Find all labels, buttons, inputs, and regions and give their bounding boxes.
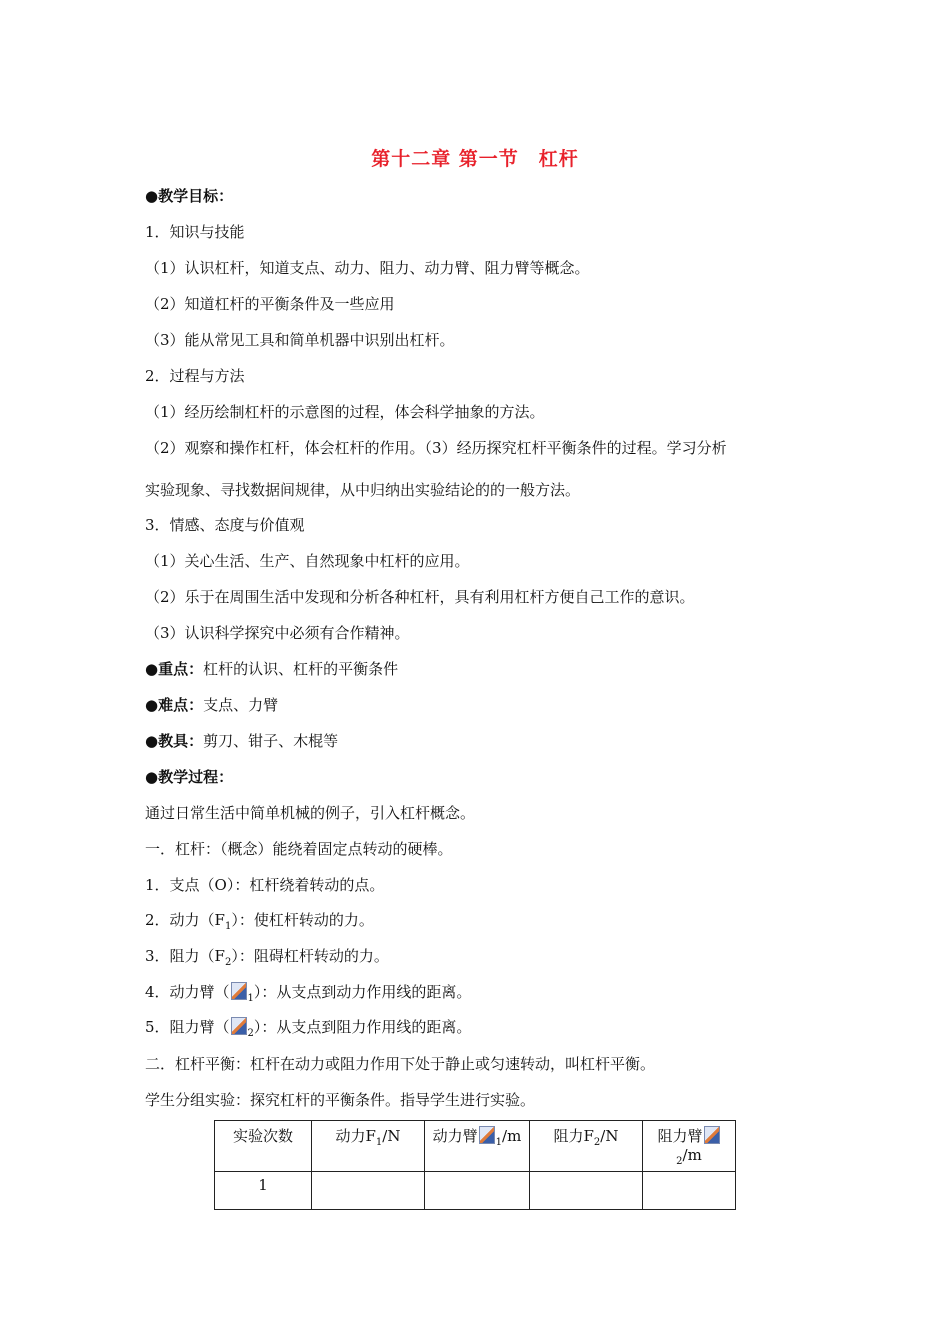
resistance-arm-subscript: 2 (247, 1028, 254, 1039)
difficulty-label: ●难点： (145, 696, 204, 714)
resistance-force-text-a: 3．阻力（F (145, 947, 225, 965)
goal-2-2: （2）观察和操作杠杆，体会杠杆的作用。（3）经历探究杠杆平衡条件的过程。学习分析 (145, 439, 727, 457)
effort-arm-item (145, 982, 471, 1009)
l-symbol-image-icon (479, 1126, 495, 1144)
effort-force-text-b: ）：使杠杆转动的力。 (231, 911, 374, 929)
teaching-tools (145, 731, 338, 751)
goal-1: 1．知识与技能 (145, 223, 245, 241)
fulcrum-item: 1．支点（O）：杠杆绕着转动的点。 (145, 876, 385, 894)
table-cell-trial[interactable]: 1 (215, 1172, 312, 1210)
goal-2-2-cont: 实验现象、寻找数据间规律，从中归纳出实验结论的的一般方法。 (145, 481, 581, 499)
resistance-force-subscript: 2 (224, 957, 232, 968)
table-cell-resistance-force[interactable] (530, 1172, 643, 1210)
teaching-tools-text: 剪刀、钳子、木棍等 (203, 732, 339, 750)
header-resistance-force-sub: 2 (593, 1137, 601, 1148)
effort-force-item (145, 910, 374, 937)
header-effort-arm-a: 动力臂 (432, 1127, 478, 1145)
key-point-label: ●重点： (145, 660, 204, 678)
effort-arm-subscript: 1 (247, 993, 254, 1004)
effort-arm-text-b: ）：从支点到动力作用线的距离。 (253, 983, 472, 1001)
process-heading: ●教学过程： (145, 768, 234, 786)
key-point (145, 659, 398, 679)
resistance-force-text-b: ）：阻碍杠杆转动的力。 (231, 947, 389, 965)
goal-2-1: （1）经历绘制杠杆的示意图的过程，体会科学抽象的方法。 (145, 403, 545, 421)
header-resistance-arm-sub: 2 (676, 1156, 683, 1167)
header-trial: 实验次数 (215, 1121, 312, 1172)
l-symbol-image-icon (231, 1017, 247, 1035)
effort-arm-text-a: 4．动力臂（ (145, 983, 230, 1001)
resistance-arm-item (145, 1017, 471, 1044)
table-row (215, 1172, 736, 1210)
header-effort-force (312, 1121, 425, 1172)
goal-3-2: （2）乐于在周围生活中发现和分析各种杠杆，具有利用杠杆方便自己工作的意识。 (145, 588, 695, 606)
header-effort-arm-b: /m (502, 1127, 522, 1145)
goal-1-1: （1）认识杠杆，知道支点、动力、阻力、动力臂、阻力臂等概念。 (145, 259, 590, 277)
difficulty (145, 695, 278, 715)
goal-1-3: （3）能从常见工具和简单机器中识别出杠杆。 (145, 331, 455, 349)
effort-force-text-a: 2．动力（F (145, 911, 225, 929)
header-resistance-force-b: /N (600, 1127, 619, 1145)
goals-heading: ●教学目标： (145, 187, 234, 205)
lever-definition: 一．杠杆：（概念）能绕着固定点转动的硬棒。 (145, 840, 453, 858)
goal-3-3: （3）认识科学探究中必须有合作精神。 (145, 624, 410, 642)
intro-text: 通过日常生活中简单机械的例子，引入杠杆概念。 (145, 804, 476, 822)
header-resistance-arm-b: /m (682, 1146, 702, 1164)
resistance-arm-text-a: 5．阻力臂（ (145, 1018, 230, 1036)
experiment-table (214, 1120, 736, 1210)
lever-balance: 二．杠杆平衡：杠杆在动力或阻力作用下处于静止或匀速转动，叫杠杆平衡。 (145, 1055, 656, 1073)
table-cell-resistance-arm[interactable] (643, 1172, 736, 1210)
goal-3-1: （1）关心生活、生产、自然现象中杠杆的应用。 (145, 552, 470, 570)
header-effort-force-sub: 1 (375, 1137, 383, 1148)
header-resistance-arm-a: 阻力臂 (657, 1127, 703, 1145)
difficulty-text: 支点、力臂 (203, 696, 279, 714)
header-effort-arm-sub: 1 (495, 1137, 503, 1148)
key-point-text: 杠杆的认识、杠杆的平衡条件 (203, 660, 399, 678)
resistance-force-item (145, 946, 389, 973)
header-resistance-force (530, 1121, 643, 1172)
table-cell-effort-arm[interactable] (425, 1172, 530, 1210)
header-effort-force-a: 动力F (335, 1127, 376, 1145)
l-symbol-image-icon (704, 1126, 720, 1144)
teaching-tools-label: ●教具： (145, 732, 204, 750)
l-symbol-image-icon (231, 982, 247, 1000)
page-title: 第十二章 第一节 杠杆 (371, 148, 579, 170)
resistance-arm-text-b: ）：从支点到阻力作用线的距离。 (253, 1018, 472, 1036)
table-header-row (215, 1121, 736, 1172)
header-resistance-arm (643, 1121, 736, 1172)
header-effort-arm (425, 1121, 530, 1172)
goal-1-2: （2）知道杠杆的平衡条件及一些应用 (145, 295, 395, 313)
goal-3: 3．情感、态度与价值观 (145, 516, 305, 534)
header-effort-force-b: /N (382, 1127, 401, 1145)
experiment-intro: 学生分组实验：探究杠杆的平衡条件。指导学生进行实验。 (145, 1091, 536, 1109)
table-cell-effort-force[interactable] (312, 1172, 425, 1210)
effort-force-subscript: 1 (224, 921, 232, 932)
goal-2: 2．过程与方法 (145, 367, 245, 385)
header-resistance-force-a: 阻力F (553, 1127, 594, 1145)
